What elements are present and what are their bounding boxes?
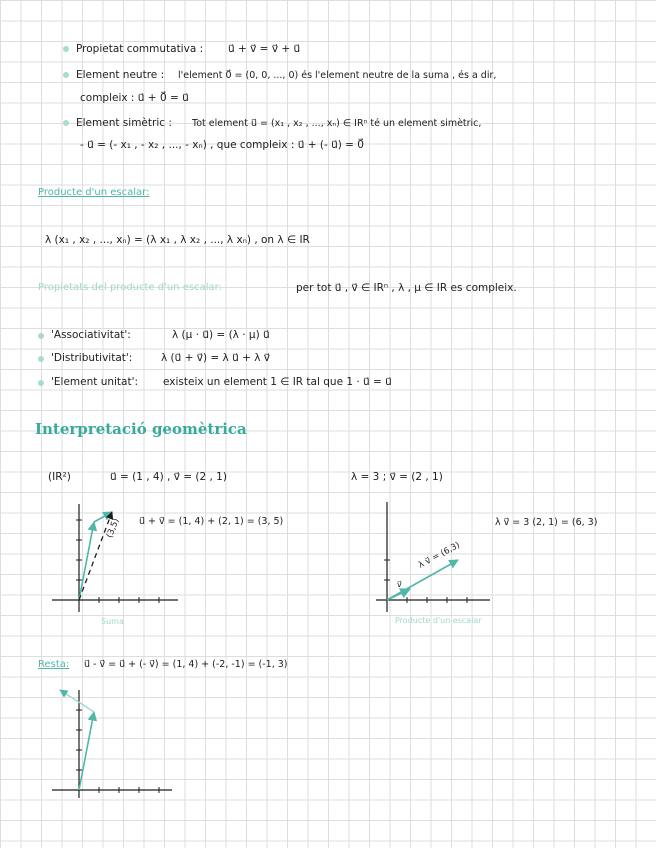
prop-commutative-text: u⃗ + v⃗ = v⃗ + u⃗ (228, 43, 301, 55)
scalar-caption: Producte d'un escalar (395, 616, 482, 625)
scalar-small-label: v⃗ (397, 580, 402, 589)
scalar-vec-label: λ v⃗ = (6,3) (416, 540, 462, 571)
diff-formula: u⃗ - v⃗ = u⃗ + (- v⃗) = (1, 4) + (-2, -1) = (-1, 3) (84, 659, 288, 670)
prop-symmetric-text: Tot element u⃗ = (x₁ , x₂ , ..., xₙ) ∈ IRⁿ té un element simètric, (192, 118, 482, 129)
sum-space-label: (IR²) (48, 471, 71, 483)
diff-heading: Resta: (38, 659, 70, 670)
scalar-product-formula: λ (x₁ , x₂ , ..., xₙ) = (λ x₁ , λ x₂ , ..., λ xₙ) , on λ ∈ IR (45, 234, 310, 246)
scalar-product-heading: Producte d'un escalar: (38, 187, 150, 198)
scalar-properties-intro: per tot u⃗ , v⃗ ∈ IRⁿ , λ , μ ∈ IR es compleix. (296, 282, 517, 294)
prop-commutative-label: Propietat commutativa : (76, 43, 204, 55)
prop-neutral-text: l'element 0⃗ = (0, 0, ..., 0) és l'element neutre de la suma , és a dir, (178, 70, 497, 81)
unit-text: existeix un element 1 ∈ IR tal que 1 · u⃗ = u⃗ (163, 376, 392, 388)
distrib-text: λ (u⃗ + v⃗) = λ u⃗ + λ v⃗ (161, 352, 271, 364)
distrib-label: 'Distributivitat': (51, 352, 133, 364)
diff-vector-minus-v (60, 690, 94, 712)
assoc-label: 'Associativitat': (51, 329, 131, 341)
scalar-given: λ = 3 ; v⃗ = (2 , 1) (351, 471, 443, 483)
sum-vectors: u⃗ = (1 , 4) , v⃗ = (2 , 1) (110, 471, 227, 483)
unit-label: 'Element unitat': (51, 376, 139, 388)
sum-caption: Suma (101, 617, 124, 626)
prop-symmetric-cont: - u⃗ = (- x₁ , - x₂ , ..., - xₙ) , que compleix : u⃗ + (- u⃗) = 0⃗ (80, 139, 364, 151)
assoc-text: λ (μ · u⃗) = (λ · μ) u⃗ (172, 329, 270, 341)
prop-symmetric-label: Element simètric : (76, 117, 172, 129)
prop-neutral-cont: compleix : u⃗ + 0⃗ = u⃗ (80, 92, 189, 104)
diff-vector-u (79, 712, 94, 790)
scalar-result: λ v⃗ = 3 (2, 1) = (6, 3) (495, 517, 598, 528)
sum-result: u⃗ + v⃗ = (1, 4) + (2, 1) = (3, 5) (139, 516, 284, 527)
scalar-properties-heading: Propietats del producte d'un escalar: (38, 282, 222, 293)
prop-neutral-label: Element neutre : (76, 69, 165, 81)
geometric-title: Interpretació geomètrica (35, 420, 247, 438)
sum-diag-label: (3,5) (104, 517, 122, 540)
